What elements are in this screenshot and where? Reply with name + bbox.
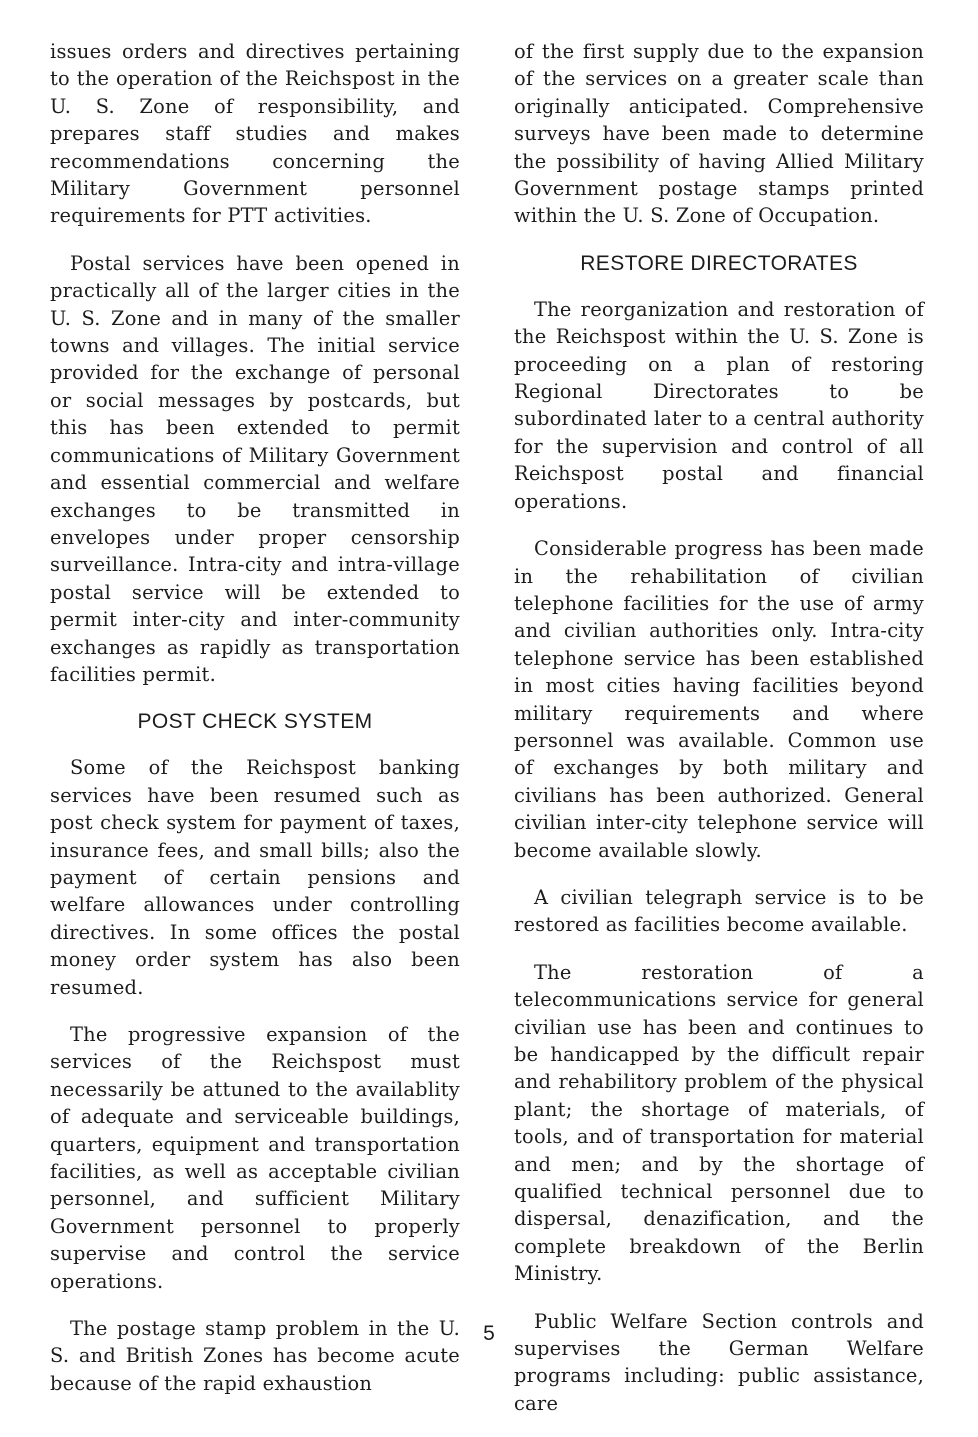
paragraph: Some of the Reichspost banking services have been resumed such as post check system for payment of taxes, insurance fees, and small bills; also the payment of certain pensions and welfare allowances under controlling directives. In some offices the postal money order system has also been resumed. xyxy=(50,756,460,999)
right-column xyxy=(514,38,924,1437)
section-heading-restore-directorates: RESTORE DIRECTORATES xyxy=(580,251,858,275)
page-number: 5 xyxy=(483,1322,495,1345)
section-heading-post-check-system: POST CHECK SYSTEM xyxy=(137,710,373,734)
paragraph: issues orders and directives pertaining to the operation of the Reichspost in the U. S. Zone of responsibility, and prepares staff studies and makes recommendations concerning the Military Government personnel requirements for PTT activities. xyxy=(50,40,460,228)
paragraph: Public Welfare Section controls and supervises the German Welfare programs including: public assistance, care xyxy=(514,1309,924,1415)
paragraph: The restoration of a telecommunications service for general civilian use has been and continues to be handicapped by the difficult repair and rehabilitory problem of the physical plant; the shortage of materials, of tools, and of transportation for material and men; and by the shortage of qualified technical personnel due to dispersal, denazification, and the complete breakdown of the Berlin Ministry. xyxy=(514,960,924,1286)
paragraph: Considerable progress has been made in the rehabilitation of civilian telephone facilities for the use of army and civilian authorities only. Intra-city telephone service has been established in most cities having facilities beyond military requirements and where personnel was available. Common use of exchanges by both military and civilians has been authorized. General civilian inter-city telephone service will become available slowly. xyxy=(514,537,924,862)
paragraph: The progressive expansion of the services of the Reichspost must necessarily be attuned to the availablity of adequate and serviceable buildings, quarters, equipment and transportation facilities, as well as acceptable civilian personnel, and sufficient Military Government personnel to properly supervise and control the service operations. xyxy=(50,1023,460,1293)
paragraph: The reorganization and restoration of the Reichspost within the U. S. Zone is proceeding on a plan of restoring Regional Directorates to be subordinated later to a central authority for the supervision and control of all Reichspost postal and financial operations. xyxy=(514,297,924,513)
paragraph: Postal services have been opened in practically all of the larger cities in the U. S. Zone and in many of the smaller towns and villages. The initial service provided for the exchange of personal or social messages by postcards, but this has been extended to permit communications of Military Government and essential commercial and welfare exchanges to be transmitted in envelopes under proper censorship surveillance. Intra-city and intra-village postal service will be extended to permit inter-city and inter-community exchanges as rapidly as transportation facilities permit. xyxy=(50,251,460,686)
paragraph: of the first supply due to the expansion of the services on a greater scale than originally anticipated. Comprehensive surveys have been made to determine the possibility of having Allied Military Government postage stamps printed within the U. S. Zone of Occupation. xyxy=(514,40,924,228)
paragraph: A civilian telegraph service is to be restored as facilities become available. xyxy=(514,885,924,937)
left-column xyxy=(50,38,460,1417)
paragraph: The postage stamp problem in the U. S. and British Zones has become acute because of the rapid exhaustion xyxy=(50,1317,460,1395)
